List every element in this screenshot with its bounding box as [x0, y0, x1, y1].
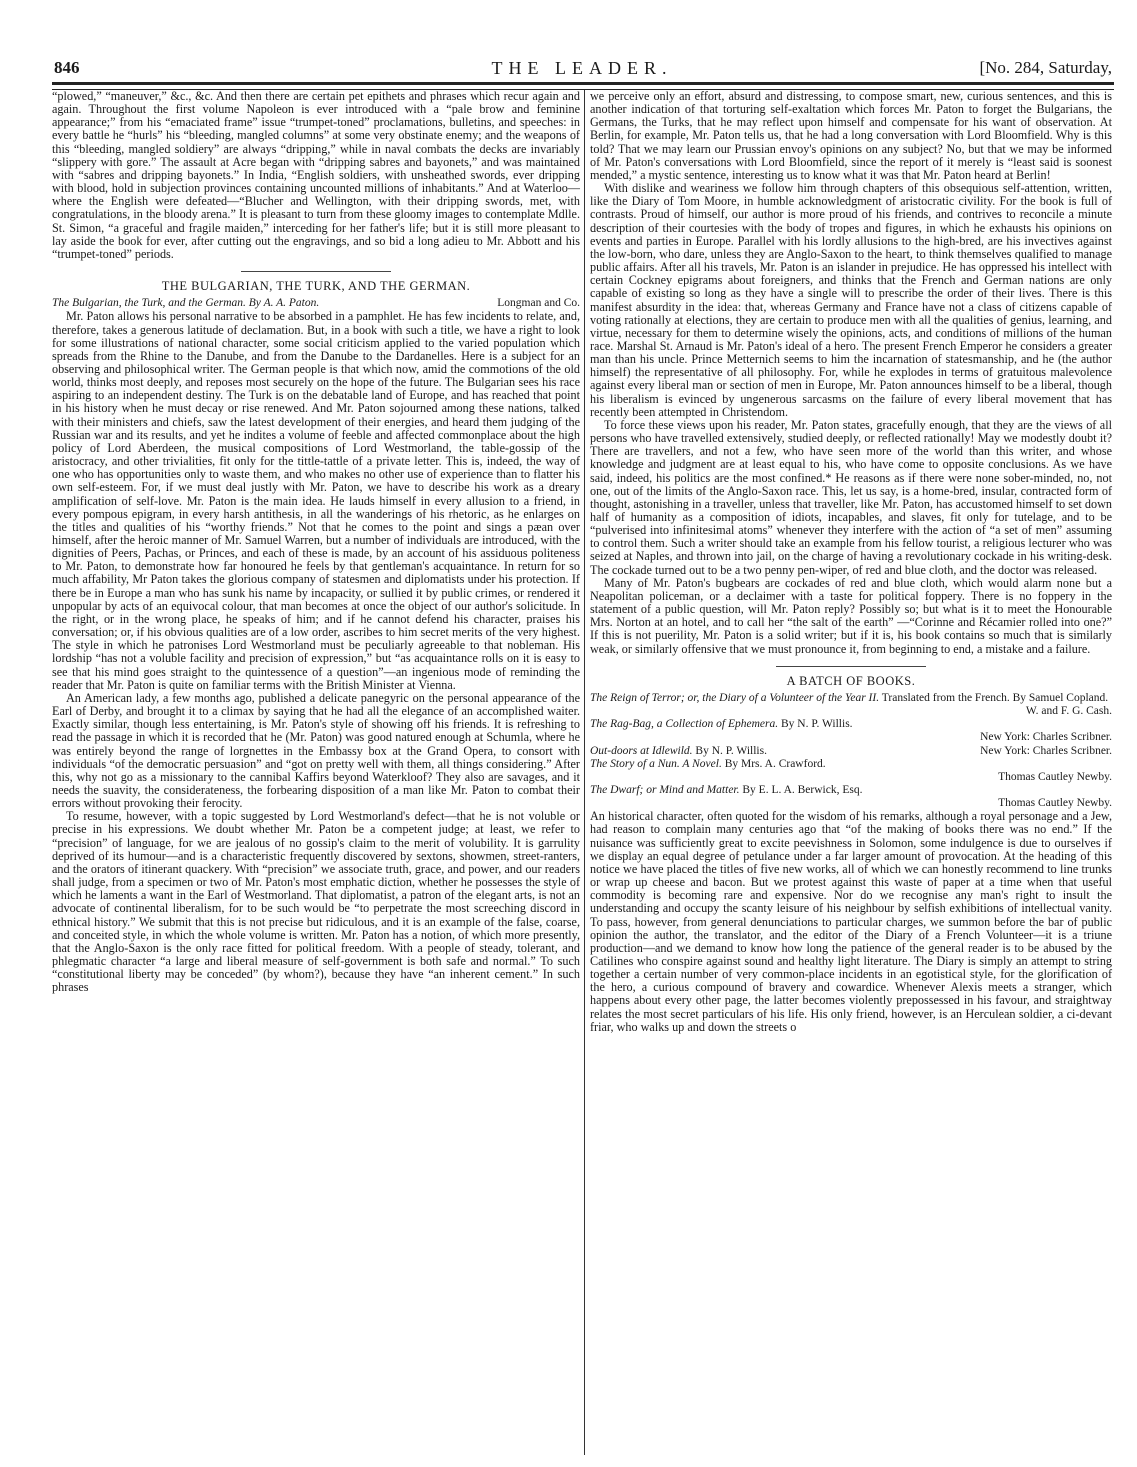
- book-publisher: Longman and Co.: [497, 297, 580, 310]
- intro-paragraph: “plowed,” “maneuver,” &c., &c. And then there are certain pet epithets and phrases which recur again and again. Throughout the first volume Napoleon is ever introduced with a “pale brow and feminine appearance;” from his “emaciated frame” issue “trumpet-toned” proclamations, bulletins, and speeches: in every battle he “hurls” his “bleeding, mangled columns” at some very obstinate enemy; and the weapons of this “bleeding, mangled soldiery” are always “dripping,” while in naval combats the decks are invariably “slippery with gore.” The assault at Acre began with “dripping sabres and bayonets,” and was maintained with “sabres and dripping bayonets.” In India, “English soldiers, with unsheathed swords, ever dripping with blood, hold in subjection provinces containing uncounted millions of inhabitants.” And at Waterloo—where the English were defeated—“Blucher and Wellington, with their dripping swords, met, with congratulations, in the bloody arena.” It is pleasant to turn from these gloomy images to contemplate Mdlle. St. Simon, “a graceful and fragile maiden,” interceding for her father's life; but it is still more pleasant to lay aside the book for ever, after cutting out the engravings, and so bid a long adieu to Mr. Abbott and his “trumpet-toned” periods.: [52, 89, 580, 261]
- book-publisher: Thomas Cautley Newby.: [998, 770, 1112, 783]
- article-paragraph: Many of Mr. Paton's bugbears are cockades of red and blue cloth, which would alarm none but a Neapolitan policeman, or a declaimer with a taste for political foppery. There is no foppery in the statement of a public question, will Mr. Paton reply? Possibly so; but what is it to meet the Honourable Mrs. Norton at an hotel, and to call her “the salt of the earth” —“Corinne and Récamier rolled into one?” If this is not puerility, Mr. Paton is a solid writer; but if it is, his book contains so much that is similarly weak, or similarly offensive that we must pronounce it, from beginning to end, a mistake and a failure.: [590, 575, 1112, 656]
- book-author: By E. L. A. Berwick, Esq.: [742, 783, 863, 796]
- book-publisher: W. and F. G. Cash.: [1025, 705, 1112, 718]
- book-publisher: Thomas Cautley Newby.: [998, 797, 1112, 810]
- issue-info: [No. 284, Saturday,: [979, 58, 1112, 77]
- book-entry: [590, 745, 1112, 758]
- newspaper-title: THE LEADER.: [491, 58, 673, 78]
- book-author: By Mrs. A. Crawford.: [724, 757, 826, 770]
- book-entry: [590, 692, 1112, 705]
- article-paragraph: With dislike and weariness we follow him through chapters of this obsequious self-attention, written, like the Diary of Tom Moore, in humble acknowledgment of aristocratic civility. For the book is full of contrasts. Proud of himself, our author is more proud of his friends, and contrives to reconcile a minute description of their courtesies with the body of tropes and figures, in which he exhausts his opinions on events and parties in Europe. Parallel with his lordly allusions to the high-bred, are his invectives against the low-born, who dare, unless they are Anglo-Saxon to the heart, to think themselves qualified to manage public affairs. After all his travels, Mr. Paton is an islander in prejudice. He has oppressed his intellect with certain Cockney epigrams about foreigners, and thinks that the French and German nations are only capable of existing so long as they have a single will to prescribe the order of their lives. There is this manifest absurdity in the idea: that, whereas Germany and France have not a class of citizens capable of voting rationally at elections, they are certain to produce men with all the qualities of genius, learning, and virtue, necessary for them to determine wisely the opinions, acts, and conditions of millions of the human race. Marshal St. Arnaud is Mr. Paton's ideal of a hero. The present French Emperor he considers a greater man than his uncle. Prince Metternich seems to him the incarnation of statesmanship, and he (the author himself) the representative of all philosophy. For, while he explodes in terms of gratuitous malevolence against every liberal man or section of men in Europe, Mr. Paton announces himself to be a liberal, though his liberalism is evinced by ungenerous sarcasms on the failure of every liberal movement that has recently been attempted in Christendom.: [590, 181, 1112, 419]
- book-title: The Dwarf; or Mind and Matter.: [590, 783, 740, 796]
- right-column: [590, 90, 1112, 1034]
- column-divider: [584, 90, 585, 1455]
- book-entry: [590, 758, 1112, 771]
- book-title: The Reign of Terror; or, the Diary of a Volunteer of the Year II.: [590, 691, 880, 704]
- review-paragraph: An historical character, often quoted for the wisdom of his remarks, although a royal personage and a Jew, had reason to complain many centuries ago that “of the making of books there was no end.” If the nuisance was sufficiently great to excite peevishness in Solomon, some indulgence is due to ourselves if we display an equal degree of petulance under a far larger amount of provocation. At the heading of this notice we have placed the titles of five new works, all of which we can honestly recommend to line trunks or wrap up cheese and bacon. But we protest against this waste of paper at a time when that useful commodity is becoming rare and expensive. Nor do we recognise any man's right to insult the understanding and occupy the scanty leisure of his neighbour by selfish exhibitions of intellectual vanity. To pass, however, from general denunciations to particular charges, we summon before the bar of public opinion the author, the translator, and the editor of the Diary of a French Volunteer—it is a triune production—and we demand to know how long the patience of the general reader is to be abused by the Catilines who conspire against sound and healthy light literature. The Diary is simply an attempt to string together a certain number of very common-place incidents in an egotistical style, for the glorification of the hero, a curious compound of bravery and cowardice. Whenever Alexis meets a stranger, which happens about every other page, the latter becomes violently prepossessed in his favour, and straightway relates the most secret particulars of his life. His only friend, however, is an Herculean soldier, a ci-devant friar, who walks up and down the streets o: [590, 809, 1112, 1034]
- book-list: [590, 692, 1112, 810]
- book-ref: The Bulgarian, the Turk, and the German. By A. A. Paton.: [52, 297, 320, 310]
- book-author: By N. P. Willis.: [781, 718, 853, 731]
- article-title: THE BULGARIAN, THE TURK, AND THE GERMAN.: [161, 279, 471, 294]
- page-header: [52, 58, 1112, 80]
- book-title: The Story of a Nun. A Novel.: [590, 757, 722, 770]
- book-entry: [590, 718, 1112, 731]
- book-author: Translated from the French. By Samuel Copland.: [881, 691, 1109, 704]
- article-paragraph: we perceive only an effort, absurd and distressing, to compose smart, new, curious sentences, and this is another indication of that torturing self-exaltation which forces Mr. Paton to forget the Bulgarians, the Germans, the Turks, that he may reflect upon himself and compensate for his want of observation. At Berlin, for example, Mr. Paton tells us, that he had a long conversation with Lord Bloomfield. Why is this told? That we may learn our Prussian envoy's opinions on any subject? No, but that we may be informed of Mr. Paton's conversations with Lord Bloomfield, since the report of it merely is “least said is soonest mended,” a mystic sentence, interesting us to know what it was that Mr. Paton heard at Berlin!: [590, 89, 1112, 182]
- book-author: By N. P. Willis.: [695, 744, 767, 757]
- page-number: 846: [54, 58, 80, 77]
- article-paragraph: An American lady, a few months ago, published a delicate panegyric on the personal appearance of the Earl of Derby, and brought it to a climax by saying that he had all the elegance of an accomplished waiter. Exactly similar, though less entertaining, is Mr. Paton's style of showing off his friends. It is refreshing to read the passage in which it is recorded that he (Mr. Paton) was good natured enough at Schumla, where he was entirely beyond the range of lorgnettes in the Embassy box at the Grand Opera, to consort with individuals “of the democratic persuasion” and “got on pretty well with them, all things considering.” After this, why not go as a missionary to the cannibal Kaffirs beyond Waterkloof? They also are savages, and it needs the suavity, the considerateness, the forbearing disposition of a man like Mr. Paton to combat their errors without provoking their ferocity.: [52, 690, 580, 811]
- book-publisher: New York: Charles Scribner.: [980, 731, 1112, 744]
- article-paragraph: Mr. Paton allows his personal narrative to be absorbed in a pamphlet. He has few incidents to relate, and, therefore, takes a generous latitude of declamation. But, in a book with such a title, we have a right to look for some illustrations of national character, some social criticism applied to the varied population which spreads from the Rhine to the Danube, and from the Danube to the Dardanelles. Here is a subject for an observing and philosophical writer. The German people is that which now, amid the commotions of the old world, thinks most deeply, and reposes most securely on the hope of the future. The Bulgarian sees his race aspiring to an independent destiny. The Turk is on the debatable land of Europe, and has reached that point in his history when he must decay or rise renewed. And Mr. Paton sojourned among these nations, talked with their ministers and chiefs, saw the latest development of their energies, and heard them judging of the Russian war and its results, and yet he indites a volume of feeble and affected commonplace about the high policy of Lord Aberdeen, the musical compositions of Lord Westmorland, the table-gossip of the aristocracy, and other trivialities, fit only for the tittle-tattle of a private letter. This is, indeed, the way of one who has opportunities only to waste them, and who makes no other use of experience than to flatter his own self-esteem. For, if we must deal justly with Mr. Paton, we have to describe his work as a dreary amplification of self-love. Mr. Paton is the main idea. He lauds himself in every allusion to a friend, in every pompous epigram, in every harsh antithesis, in all the wanderings of his rhetoric, as he enlarges on the titles and qualities of his “worthy friends.” Not that he comes to the point and sings a pæan over himself, after the heroic manner of Mr. Samuel Warren, but a number of individuals are introduced, with the dignities of Peers, Pachas, or Princes, and each of these is made, by an account of his assiduous politeness to Mr. Paton, to demonstrate how far honoured he feels by that gentleman's acquaintance. In return for so much affability, Mr Paton takes the glorious company of statesmen and diplomatists under his protection. If there be in Europe a man who has sunk his name by incapacity, or sullied it by public crimes, or rendered it unpopular by acts of an equivocal colour, that man becomes at once the object of our author's solicitude. In the right, or in the wrong place, he speaks of him; and if he cannot defend his character, praises his conversation; or, if his obvious qualities are of a low order, ascribes to him secret merits of the very highest. The style in which he patronises Lord Westmorland must be peculiarly agreeable to that nobleman. His lordship “has not a voluble facility and precision of expression,” but “as acquaintance rolls on it is easy to see that his mind goes straight to the quintessence of a question”—an ingenious mode of reminding the reader that Mr. Paton is quite on familiar terms with the British Minister at Vienna.: [52, 309, 580, 692]
- book-entry: [590, 784, 1112, 797]
- batch-title: A BATCH OF BOOKS.: [786, 673, 916, 688]
- book-publisher: New York: Charles Scribner.: [980, 744, 1112, 757]
- article-paragraph: To force these views upon his reader, Mr. Paton states, gracefully enough, that they are the views of all persons who have travelled extensively, studied deeply, or reflected rationally! May we modestly doubt it? There are travellers, and not a few, who have seen more of the world than this writer, and whose knowledge and judgment are at least equal to his, who have come to opposite conclusions. As we have said, indeed, his politics are the most confined.* He reasons as if there were none sober-minded, no, not one, out of the limits of the Anglo-Saxon race. This, let us say, is a home-bred, insular, contracted form of thought, astonishing in a traveller, unless that traveller, like Mr. Paton, has accustomed himself to set down half of humanity as a composition of idiots, incapables, and slaves, fit only for tutelage, and to be “pulverised into infinitesimal atoms” whenever they interfere with the action of “a set of men” assuming to control them. Such a writer should take an example from his fellow tourist, a religious lecturer who was seized at Naples, and thrown into jail, on the charge of having a revolutionary cockade in his writing-desk. The cockade turned out to be a two penny pen-wiper, of red and blue cloth, and the doctor was released.: [590, 417, 1112, 577]
- separator: [776, 666, 926, 667]
- left-column: [52, 90, 580, 994]
- book-title: The Rag-Bag, a Collection of Ephemera.: [590, 718, 779, 731]
- separator: [241, 271, 391, 272]
- article-paragraph: To resume, however, with a topic suggested by Lord Westmorland's defect—that he is not voluble or precise in his expressions. We doubt whether Mr. Paton be a competent judge; at least, we refer to “precision” of language, for we are jealous of no gossip's claim to the merit of volubility. It is garrulity deprived of its humour—and is a characteristic frequently discovered by sextons, showmen, street-ranters, and the orators of itinerant quackery. With “precision” we associate truth, grace, and power, and our readers shall judge, from a specimen or two of Mr. Paton's most emphatic diction, whether he possesses the style of which he laments a want in the Earl of Westmorland. That diplomatist, a patron of the elegant arts, is not an advocate of continental liberalism, for to be such would be “to perpetrate the most screeching discord in ethnical history.” We submit that this is not precise but ridiculous, and it is an example of the false, coarse, and conceited style, in which the whole volume is written. Mr. Paton has a notion, of which more presently, that the Anglo-Saxon is the only race fitted for political freedom. With a people of steady, tolerant, and phlegmatic character “a large and liberal measure of self-government is both safe and normal.” To such “constitutional liberty may be conceded” (by whom?), because they have “an inherent cement.” In such phrases: [52, 809, 580, 995]
- book-title: Out-doors at Idlewild.: [590, 744, 693, 757]
